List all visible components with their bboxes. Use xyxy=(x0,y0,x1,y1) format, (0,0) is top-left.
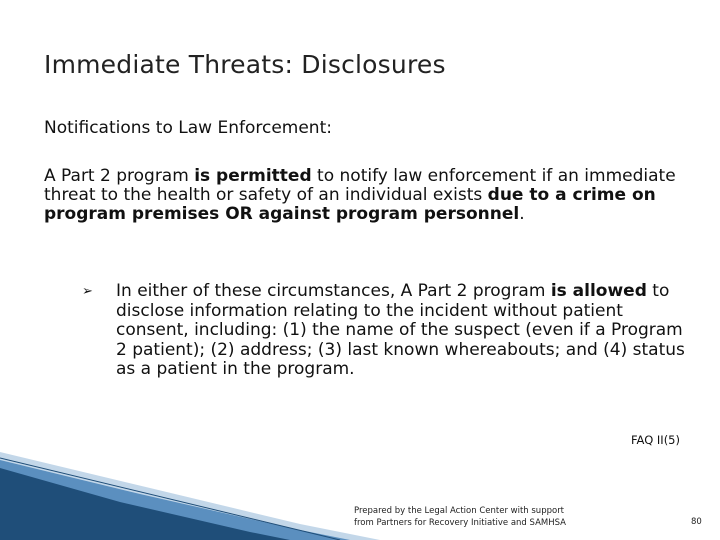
credit-line-1: Prepared by the Legal Action Center with support xyxy=(354,506,565,516)
slide-title: Immediate Threats: Disclosures xyxy=(44,50,446,79)
paragraph-bold-2: due to a crime on program premises OR against program personnel xyxy=(44,185,656,224)
bullet-point xyxy=(116,282,696,380)
paragraph-bold-1: is permitted xyxy=(194,166,312,186)
credit-text xyxy=(354,505,566,529)
arrow-bullet-icon: ➢ xyxy=(82,284,93,299)
faq-reference: FAQ II(5) xyxy=(630,433,680,447)
bullet-text-1: In either of these circumstances, A Part 2 program xyxy=(116,281,551,301)
credit-line-2: from Partners for Recovery Initiative and SAMHSA xyxy=(354,518,566,528)
paragraph-text-3: . xyxy=(519,204,525,224)
bullet-text-2: to disclose information relating to the incident without patient consent, including: (1) the name of the suspect (even if a Program 2 patient); (2) address; (3) last known whereabouts; and (4) status as a patient in the program. xyxy=(116,281,685,379)
paragraph-text-1: A Part 2 program xyxy=(44,166,195,186)
paragraph-text-2: to notify law enforcement if an immediate threat to the health or safety of an individual exists xyxy=(44,166,676,205)
bullet-bold-1: is allowed xyxy=(550,281,647,301)
page-number: 80 xyxy=(691,517,702,527)
main-paragraph xyxy=(44,167,694,224)
slide-subheading: Notifications to Law Enforcement: xyxy=(44,118,332,138)
